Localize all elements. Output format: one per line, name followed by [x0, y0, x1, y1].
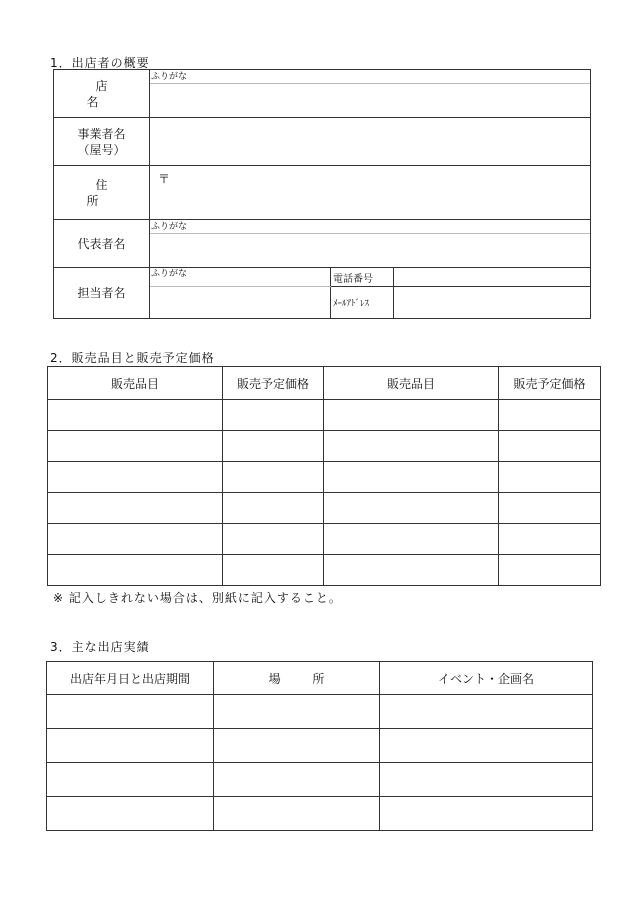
phone-field[interactable]: [394, 268, 591, 287]
business-name-label: 事業者名 （屋号）: [54, 118, 150, 166]
table-cell[interactable]: [48, 400, 223, 431]
table-cell[interactable]: [499, 493, 601, 524]
section3-heading: 3．主な出店実績: [50, 640, 150, 654]
table-cell[interactable]: [499, 555, 601, 586]
table-cell[interactable]: [47, 695, 214, 729]
column-header: イベント・企画名: [380, 662, 593, 695]
table-cell[interactable]: [324, 493, 499, 524]
business-name-field[interactable]: [150, 118, 591, 166]
shop-name-label: 店 名: [54, 70, 150, 118]
table-cell[interactable]: [324, 524, 499, 555]
phone-label: 電話番号: [331, 268, 394, 287]
contact-furigana-field[interactable]: [150, 268, 331, 287]
table-cell[interactable]: [324, 462, 499, 493]
table-cell[interactable]: [214, 695, 380, 729]
contact-person-label: 担当者名: [54, 268, 150, 319]
shop-name-field[interactable]: [150, 70, 591, 118]
address-field[interactable]: [150, 166, 591, 220]
column-header: 販売予定価格: [499, 367, 601, 400]
table-cell[interactable]: [499, 431, 601, 462]
table-cell[interactable]: [48, 462, 223, 493]
table-cell[interactable]: [48, 524, 223, 555]
furigana-label: ふりがな: [150, 70, 590, 84]
overflow-note: ※ 記入しきれない場合は、別紙に記入すること。: [53, 591, 342, 605]
table-cell[interactable]: [47, 797, 214, 831]
postal-mark: 〒: [158, 172, 171, 186]
table-cell[interactable]: [324, 400, 499, 431]
furigana-label: ふりがな: [151, 269, 188, 279]
email-label: ﾒｰﾙｱﾄﾞﾚｽ: [331, 287, 394, 319]
table-cell[interactable]: [214, 763, 380, 797]
sales-items-table: [47, 366, 601, 586]
table-cell[interactable]: [47, 763, 214, 797]
column-header: 場 所: [214, 662, 380, 695]
representative-field[interactable]: [150, 220, 591, 268]
table-cell[interactable]: [223, 524, 324, 555]
column-header: 出店年月日と出店期間: [47, 662, 214, 695]
table-cell[interactable]: [499, 462, 601, 493]
vendor-overview-table: [53, 69, 591, 319]
table-cell[interactable]: [380, 695, 593, 729]
table-cell[interactable]: [48, 493, 223, 524]
column-header: 販売予定価格: [223, 367, 324, 400]
table-cell[interactable]: [380, 729, 593, 763]
table-cell[interactable]: [223, 400, 324, 431]
table-cell[interactable]: [499, 524, 601, 555]
table-cell[interactable]: [380, 763, 593, 797]
column-header: 販売品目: [324, 367, 499, 400]
table-cell[interactable]: [499, 400, 601, 431]
section2-heading: 2．販売品目と販売予定価格: [50, 351, 215, 365]
representative-label: 代表者名: [54, 220, 150, 268]
table-cell[interactable]: [324, 431, 499, 462]
contact-name-field[interactable]: [150, 287, 331, 319]
table-cell[interactable]: [223, 462, 324, 493]
furigana-label: ふりがな: [150, 220, 590, 234]
section1-heading: 1．出店者の概要: [50, 56, 150, 70]
table-cell[interactable]: [48, 431, 223, 462]
table-cell[interactable]: [324, 555, 499, 586]
table-cell[interactable]: [214, 729, 380, 763]
table-cell[interactable]: [223, 555, 324, 586]
table-cell[interactable]: [223, 431, 324, 462]
table-cell[interactable]: [214, 797, 380, 831]
track-record-table: [46, 661, 593, 831]
table-cell[interactable]: [48, 555, 223, 586]
table-cell[interactable]: [223, 493, 324, 524]
column-header: 販売品目: [48, 367, 223, 400]
address-label: 住 所: [54, 166, 150, 220]
table-cell[interactable]: [380, 797, 593, 831]
email-field[interactable]: [394, 287, 591, 319]
table-cell[interactable]: [47, 729, 214, 763]
